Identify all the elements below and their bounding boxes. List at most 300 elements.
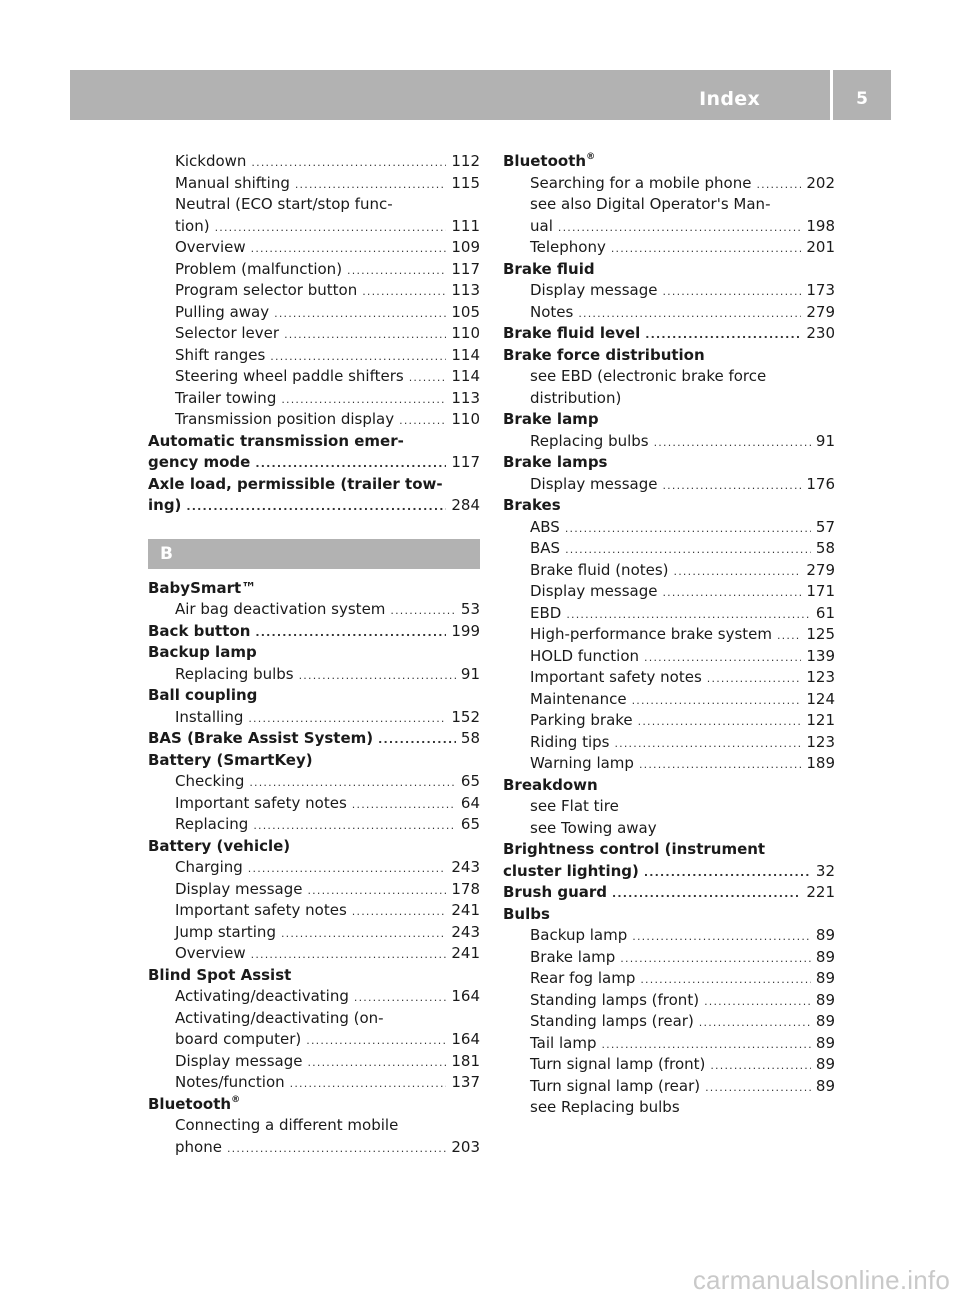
index-subentry[interactable] [148, 707, 480, 729]
page-ref[interactable]: 91 [460, 664, 480, 683]
entry-text: see Flat tire [530, 797, 619, 815]
entry-text: Battery (SmartKey) [148, 750, 313, 769]
index-heading[interactable] [503, 861, 835, 883]
dot-leader [662, 281, 801, 303]
dot-leader [710, 1055, 811, 1077]
entry-text: Notes [530, 302, 574, 321]
entry-text: Important safety notes [175, 793, 347, 812]
index-subentry[interactable] [148, 1072, 480, 1094]
dot-leader [307, 1052, 446, 1074]
page-ref[interactable]: 89 [815, 969, 835, 987]
index-subentry[interactable] [503, 603, 835, 625]
page-ref[interactable]: 58 [815, 539, 835, 557]
index-subentry[interactable] [148, 1051, 480, 1073]
page-ref[interactable]: 284 [451, 496, 480, 514]
index-subentry[interactable] [148, 409, 480, 431]
entry-text: see Replacing bulbs [530, 1098, 680, 1116]
entry-text: Brake lamp [530, 947, 616, 966]
entry-text: Activating/deactivating [175, 987, 349, 1005]
entry-text: Replacing bulbs [530, 431, 649, 450]
entry-text: Display message [530, 582, 658, 600]
dot-leader [611, 238, 802, 260]
entry-text: Ball coupling [148, 686, 258, 704]
entry-text: Brake lamps [503, 453, 608, 471]
entry-text: Jump starting [175, 922, 276, 941]
index-heading [503, 775, 835, 797]
page-ref[interactable]: 201 [806, 238, 835, 256]
page-ref[interactable]: 178 [451, 879, 480, 898]
dot-leader [284, 324, 446, 346]
entry-text: Blind Spot Assist [148, 965, 292, 984]
entry-text: Important safety notes [530, 668, 702, 686]
entry-text: Replacing [175, 815, 249, 833]
page-ref[interactable]: 124 [806, 689, 835, 708]
entry-text: Backup lamp [530, 926, 628, 944]
dot-leader [578, 303, 801, 325]
entry-text: EBD [530, 603, 562, 622]
section-header: B [148, 539, 480, 569]
entry-text: Back button [148, 621, 251, 640]
entry-text: Notes/function [175, 1073, 285, 1091]
page-ref[interactable]: 115 [451, 173, 480, 192]
index-heading [148, 578, 480, 600]
entry-text: Brakes [503, 496, 561, 514]
dot-leader [644, 647, 801, 669]
entry-text: Rear fog lamp [530, 969, 636, 987]
dot-leader [253, 815, 456, 837]
entry-text: Program selector button [175, 281, 358, 299]
index-heading [148, 1094, 480, 1116]
entry-text: Display message [175, 1051, 303, 1070]
index-subentry [148, 1115, 480, 1137]
entry-text: Axle load, permissible (trailer tow- [148, 474, 443, 493]
page-ref[interactable]: 202 [806, 173, 835, 192]
index-subentry [503, 194, 835, 216]
page-ref[interactable]: 113 [451, 388, 480, 407]
page-ref[interactable]: 91 [815, 431, 835, 450]
page-ref[interactable]: 89 [815, 990, 835, 1009]
index-subentry[interactable] [148, 259, 480, 281]
page-ref[interactable]: 110 [451, 324, 480, 342]
index-subentry[interactable] [503, 710, 835, 732]
dot-leader [674, 561, 802, 583]
page-ref[interactable]: 114 [451, 345, 480, 364]
dot-leader [614, 733, 801, 755]
page-ref[interactable]: 117 [451, 453, 480, 471]
index-subentry[interactable] [148, 986, 480, 1008]
dot-leader [255, 453, 446, 475]
registered-mark: ® [231, 1094, 241, 1105]
index-subentry[interactable] [503, 280, 835, 302]
entry-text: see Towing away [530, 818, 657, 837]
page-ref[interactable]: 32 [815, 861, 835, 880]
dot-leader [248, 858, 447, 880]
entry-text: Important safety notes [175, 901, 347, 919]
dot-leader [399, 410, 446, 432]
entry-text: Overview [175, 238, 246, 256]
entry-text: Parking brake [530, 711, 633, 729]
entry-text: Display message [530, 474, 658, 493]
index-heading [503, 452, 835, 474]
index-subentry[interactable] [503, 732, 835, 754]
index-heading [148, 685, 480, 707]
entry-text: gency mode [148, 453, 251, 471]
dot-leader [270, 346, 446, 368]
entry-text: see also Digital Operator's Man- [530, 195, 771, 213]
index-subentry[interactable] [148, 771, 480, 793]
entry-text: Manual shifting [175, 173, 290, 192]
index-subentry[interactable] [148, 857, 480, 879]
index-subentry[interactable] [503, 667, 835, 689]
entry-text: Brake fluid (notes) [530, 560, 669, 579]
index-subentry [148, 194, 480, 216]
page-ref[interactable]: 279 [806, 302, 835, 321]
index-subentry[interactable] [503, 990, 835, 1012]
page-ref[interactable]: 243 [451, 858, 480, 876]
page-ref[interactable]: 111 [451, 216, 480, 235]
entry-text: Brake fluid [503, 259, 595, 278]
index-subentry[interactable] [148, 879, 480, 901]
dot-leader [645, 324, 801, 346]
index-heading[interactable] [148, 621, 480, 643]
page-ref[interactable]: 110 [451, 410, 480, 428]
entry-text: Installing [175, 707, 244, 726]
index-subentry[interactable] [148, 280, 480, 302]
index-subentry[interactable] [503, 753, 835, 775]
page-ref[interactable]: 57 [815, 517, 835, 536]
dot-leader [632, 690, 802, 712]
dot-leader [566, 604, 811, 626]
dot-leader [255, 622, 446, 644]
index-subentry[interactable] [503, 1011, 835, 1033]
index-subentry[interactable] [148, 366, 480, 388]
index-subentry[interactable] [503, 474, 835, 496]
index-subentry[interactable] [503, 1054, 835, 1076]
entry-text: Tail lamp [530, 1033, 597, 1052]
page-ref[interactable]: 241 [451, 944, 480, 962]
index-heading[interactable] [148, 495, 480, 517]
index-subentry[interactable] [503, 581, 835, 603]
page-ref[interactable]: 176 [806, 474, 835, 493]
dot-leader [777, 625, 801, 647]
entry-text: Searching for a mobile phone [530, 173, 752, 192]
index-subentry[interactable] [148, 237, 480, 259]
page-ref[interactable]: 89 [815, 926, 835, 944]
index-subentry[interactable] [148, 173, 480, 195]
entry-text: Riding tips [530, 732, 610, 751]
dot-leader [662, 582, 801, 604]
dot-leader [612, 883, 801, 905]
entry-text: ing) [148, 496, 182, 514]
index-subentry[interactable] [148, 216, 480, 238]
index-subentry[interactable] [503, 237, 835, 259]
entry-text: Bulbs [503, 904, 550, 923]
dot-leader [215, 217, 447, 239]
entry-text: Brush guard [503, 883, 608, 901]
dot-leader [251, 238, 447, 260]
entry-text: Standing lamps (front) [530, 990, 700, 1009]
index-heading [503, 904, 835, 926]
entry-text: Neutral (ECO start/stop func- [175, 195, 393, 213]
index-subentry[interactable] [503, 925, 835, 947]
index-subentry[interactable] [148, 388, 480, 410]
page-ref[interactable]: 58 [460, 729, 480, 747]
index-heading[interactable] [503, 323, 835, 345]
dot-leader [699, 1012, 811, 1034]
dot-leader [307, 880, 446, 902]
dot-leader [638, 711, 802, 733]
entry-text: distribution) [530, 388, 622, 407]
page-ref[interactable]: 164 [451, 1030, 480, 1048]
index-subentry[interactable] [503, 689, 835, 711]
dot-leader [558, 217, 801, 239]
entry-text: BabySmart™ [148, 578, 257, 597]
page-ref[interactable]: 117 [451, 259, 480, 278]
page-ref[interactable]: 89 [815, 1033, 835, 1052]
entry-text: Bluetooth® [148, 1094, 241, 1113]
index-subentry [503, 796, 835, 818]
dot-leader [632, 926, 811, 948]
index-subentry[interactable] [148, 1029, 480, 1051]
index-column-right [503, 151, 835, 1119]
entry-text: High-performance brake system [530, 625, 772, 643]
entry-text: Transmission position display [175, 410, 395, 428]
page-ref[interactable]: 64 [460, 793, 480, 812]
entry-text: Kickdown [175, 152, 247, 170]
dot-leader [352, 794, 456, 816]
index-column-left [148, 151, 480, 1158]
entry-text: Brake fluid level [503, 324, 641, 342]
page-ref[interactable]: 164 [451, 987, 480, 1005]
page-ref[interactable]: 125 [806, 625, 835, 643]
index-subentry [503, 818, 835, 840]
dot-leader [281, 923, 446, 945]
entry-text: Pulling away [175, 302, 270, 321]
index-subentry[interactable] [503, 968, 835, 990]
entry-text: Telephony [530, 238, 606, 256]
entry-text: Selector lever [175, 324, 280, 342]
index-subentry[interactable] [503, 538, 835, 560]
page-ref[interactable]: 241 [451, 901, 480, 919]
page-ref[interactable]: 203 [451, 1137, 480, 1156]
page-ref[interactable]: 89 [815, 1076, 835, 1095]
dot-leader [251, 152, 446, 174]
page-ref[interactable]: 152 [451, 707, 480, 726]
page-ref[interactable]: 61 [815, 603, 835, 622]
page-ref[interactable]: 230 [806, 324, 835, 342]
entry-text: BAS [530, 539, 561, 557]
index-subentry[interactable] [148, 151, 480, 173]
dot-leader [705, 1077, 811, 1099]
entry-text: board computer) [175, 1030, 302, 1048]
page-header [70, 70, 891, 120]
entry-text: Brake force distribution [503, 345, 705, 364]
index-heading [503, 259, 835, 281]
page-ref[interactable]: 181 [451, 1051, 480, 1070]
page-ref[interactable]: 109 [451, 238, 480, 256]
dot-leader [620, 948, 811, 970]
index-subentry[interactable] [503, 1076, 835, 1098]
dot-leader [707, 668, 802, 690]
page-ref[interactable]: 171 [806, 582, 835, 600]
index-heading [503, 839, 835, 861]
index-subentry[interactable] [503, 624, 835, 646]
index-subentry [148, 1008, 480, 1030]
dot-leader [249, 772, 456, 794]
page-number: 5 [833, 70, 891, 120]
dot-leader [281, 389, 446, 411]
entry-text: Display message [175, 879, 303, 898]
watermark: carmanualsonline.info [692, 1265, 950, 1295]
index-subentry[interactable] [503, 1033, 835, 1055]
entry-text: Breakdown [503, 775, 598, 794]
entry-text: ual [530, 216, 553, 235]
page-ref[interactable]: 65 [460, 772, 480, 790]
entry-text: Warning lamp [530, 754, 634, 772]
page-ref[interactable]: 279 [806, 560, 835, 579]
entry-text: Brightness control (instrument [503, 840, 766, 858]
dot-leader [290, 1073, 447, 1095]
index-subentry[interactable] [148, 943, 480, 965]
page-ref[interactable]: 137 [451, 1073, 480, 1091]
dot-leader [227, 1138, 446, 1160]
page-ref[interactable]: 65 [460, 815, 480, 833]
index-subentry[interactable] [503, 517, 835, 539]
dot-leader [251, 944, 447, 966]
entry-text: Checking [175, 772, 245, 790]
entry-text: Activating/deactivating (on- [175, 1008, 384, 1027]
entry-text: Bluetooth® [503, 152, 596, 170]
index-subentry[interactable] [148, 345, 480, 367]
dot-leader [352, 901, 447, 923]
dot-leader [378, 729, 456, 751]
page-ref[interactable]: 121 [806, 711, 835, 729]
index-subentry[interactable] [503, 947, 835, 969]
index-heading [148, 750, 480, 772]
entry-text: Replacing bulbs [175, 664, 294, 683]
index-heading [503, 495, 835, 517]
dot-leader [654, 432, 811, 454]
index-subentry[interactable] [148, 302, 480, 324]
entry-text: Display message [530, 281, 658, 299]
dot-leader [704, 991, 811, 1013]
page-ref[interactable]: 53 [460, 600, 480, 618]
index-subentry[interactable] [148, 793, 480, 815]
entry-text: Battery (vehicle) [148, 836, 291, 855]
page-ref[interactable]: 89 [815, 947, 835, 966]
dot-leader [274, 303, 446, 325]
page-ref[interactable]: 89 [815, 1055, 835, 1073]
page-ref[interactable]: 198 [806, 216, 835, 235]
entry-text: Shift ranges [175, 345, 266, 364]
page-ref[interactable]: 189 [806, 754, 835, 772]
index-subentry[interactable] [148, 664, 480, 686]
page-ref[interactable]: 114 [451, 367, 480, 385]
dot-leader [347, 260, 446, 282]
index-subentry[interactable] [503, 216, 835, 238]
entry-text: Turn signal lamp (front) [530, 1055, 706, 1073]
dot-leader [299, 665, 456, 687]
index-heading [503, 345, 835, 367]
page-ref[interactable]: 112 [451, 152, 480, 170]
entry-text: HOLD function [530, 646, 640, 665]
dot-leader [362, 281, 446, 303]
dot-leader [186, 496, 446, 518]
dot-leader [354, 987, 446, 1009]
page-ref[interactable]: 243 [451, 922, 480, 941]
index-heading[interactable] [503, 882, 835, 904]
index-subentry[interactable] [148, 814, 480, 836]
index-heading [503, 409, 835, 431]
entry-text: Automatic transmission emer- [148, 431, 404, 450]
index-subentry[interactable] [503, 302, 835, 324]
index-heading[interactable] [148, 728, 480, 750]
index-heading[interactable] [148, 452, 480, 474]
index-subentry[interactable] [503, 560, 835, 582]
dot-leader [409, 367, 447, 389]
entry-text: phone [175, 1137, 222, 1156]
dot-leader [565, 518, 811, 540]
entry-text: cluster lighting) [503, 861, 639, 880]
page-ref[interactable]: 199 [451, 621, 480, 640]
index-subentry[interactable] [148, 922, 480, 944]
index-subentry[interactable] [148, 599, 480, 621]
entry-text: Steering wheel paddle shifters [175, 367, 404, 385]
dot-leader [662, 475, 801, 497]
index-heading [148, 431, 480, 453]
dot-leader [390, 600, 456, 622]
dot-leader [295, 174, 447, 196]
index-subentry[interactable] [148, 1137, 480, 1159]
entry-text: Problem (malfunction) [175, 259, 343, 278]
index-subentry[interactable] [148, 900, 480, 922]
index-heading [148, 642, 480, 664]
index-subentry [503, 366, 835, 388]
index-subentry [503, 1097, 835, 1119]
dot-leader [640, 969, 811, 991]
index-heading [148, 965, 480, 987]
dot-leader [644, 862, 811, 884]
entry-text: Trailer towing [175, 388, 277, 407]
page-ref[interactable]: 221 [806, 883, 835, 901]
entry-text: Air bag deactivation system [175, 600, 386, 618]
page-ref[interactable]: 123 [806, 732, 835, 751]
entry-text: Backup lamp [148, 643, 257, 661]
entry-text: Maintenance [530, 689, 627, 708]
page-ref[interactable]: 89 [815, 1012, 835, 1030]
index-heading [148, 836, 480, 858]
entry-text: Standing lamps (rear) [530, 1012, 694, 1030]
index-subentry[interactable] [503, 646, 835, 668]
index-subentry[interactable] [503, 431, 835, 453]
page-ref[interactable]: 105 [451, 302, 480, 321]
page-ref[interactable]: 139 [806, 646, 835, 665]
page-ref[interactable]: 123 [806, 668, 835, 686]
entry-text: Turn signal lamp (rear) [530, 1076, 701, 1095]
page-ref[interactable]: 173 [806, 281, 835, 299]
dot-leader [306, 1030, 446, 1052]
index-subentry[interactable] [503, 173, 835, 195]
header-title: Index [699, 88, 760, 110]
entry-text: Connecting a different mobile [175, 1116, 399, 1134]
entry-text: Brake lamp [503, 410, 599, 428]
dot-leader [756, 174, 801, 196]
index-subentry[interactable] [148, 323, 480, 345]
index-heading [148, 474, 480, 496]
dot-leader [565, 539, 811, 561]
registered-mark: ® [586, 152, 596, 162]
page-ref[interactable]: 113 [451, 281, 480, 299]
